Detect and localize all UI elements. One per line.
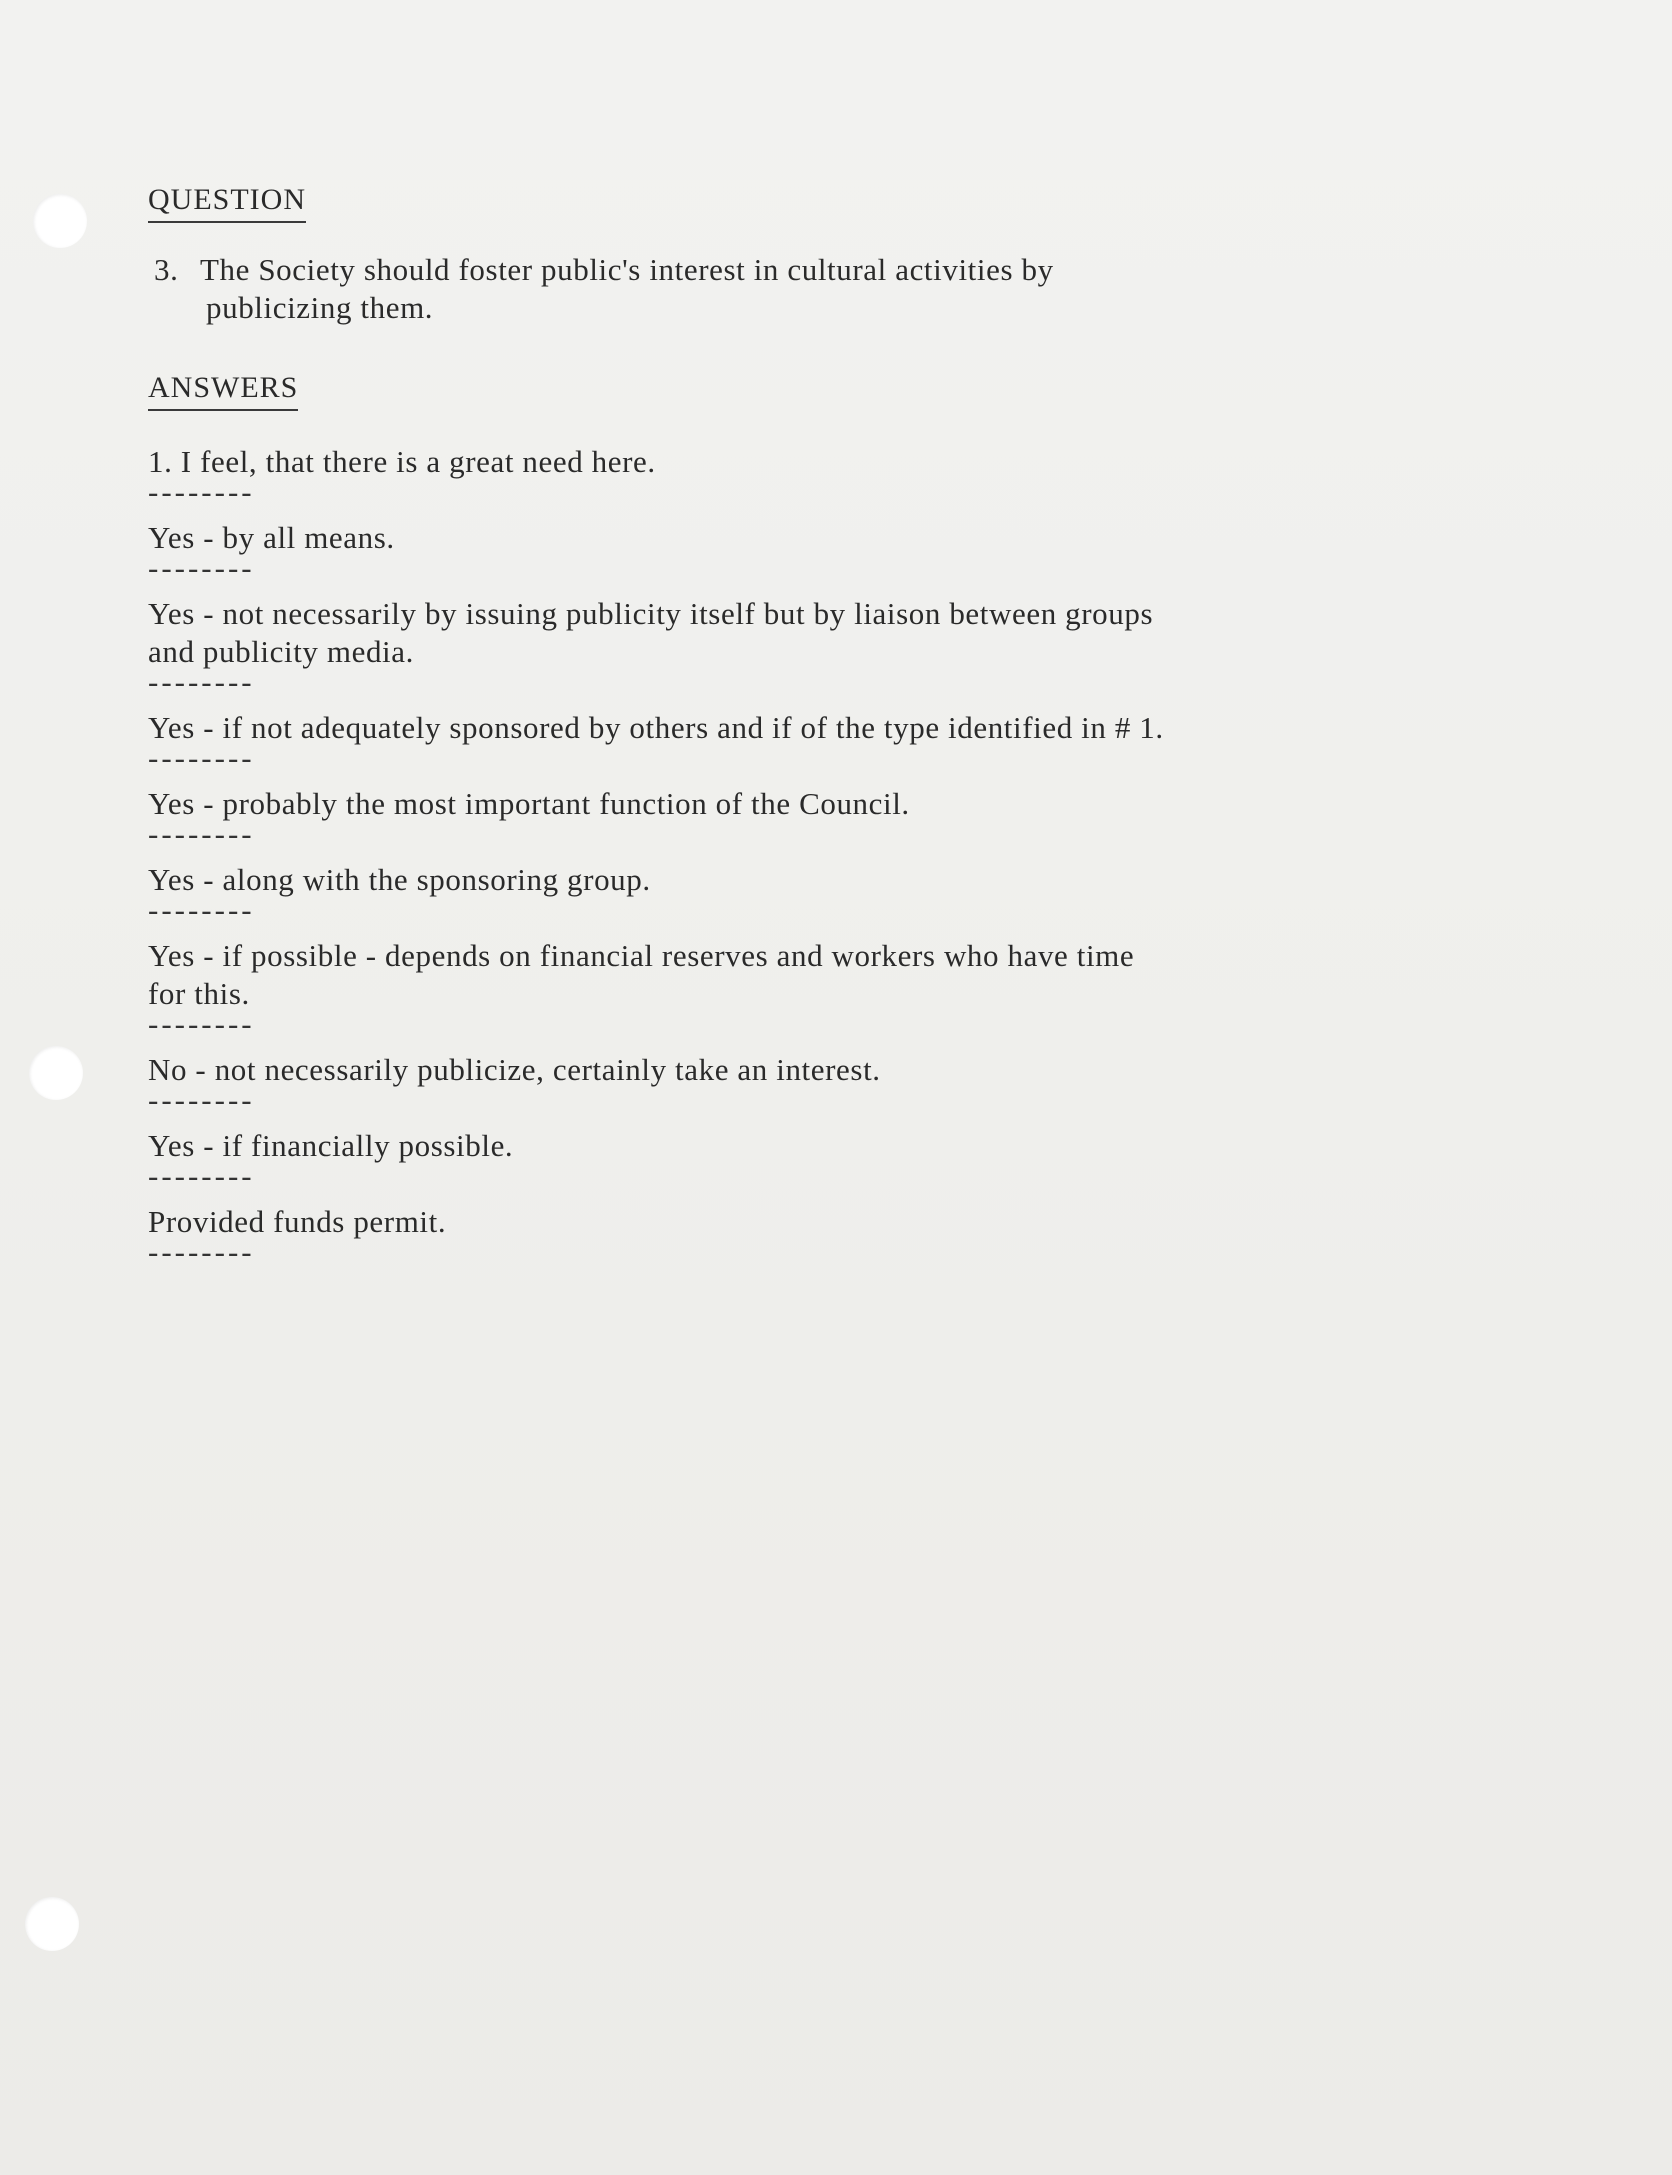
- answer-separator: --------: [148, 816, 255, 851]
- answer-separator: --------: [148, 1082, 255, 1117]
- answer-item: Yes - by all means.: [148, 520, 395, 555]
- answer-separator: --------: [148, 740, 255, 775]
- answer-separator: --------: [148, 892, 255, 927]
- question-number: 3.: [154, 252, 179, 287]
- answer-separator: --------: [148, 664, 255, 699]
- answer-item: 1. I feel, that there is a great need here.: [148, 444, 656, 479]
- question-text-line-1: The Society should foster public's interest in cultural activities by: [200, 252, 1054, 287]
- answer-item: Yes - along with the sponsoring group.: [148, 862, 651, 897]
- question-text: [148, 251, 1478, 327]
- answer-item: Provided funds permit.: [148, 1204, 447, 1239]
- answer-item: No - not necessarily publicize, certainly take an interest.: [148, 1052, 881, 1087]
- answer-separator: --------: [148, 550, 255, 585]
- question-heading: QUESTION: [148, 181, 306, 223]
- document-body: [148, 180, 1478, 1279]
- answer-item: Yes - if possible - depends on financial reserves and workers who have time for this.: [148, 938, 1135, 1011]
- punch-hole: [25, 1897, 79, 1951]
- punch-hole: [29, 1046, 83, 1100]
- punch-hole: [33, 194, 87, 248]
- question-line-1: [154, 251, 1478, 289]
- answer-separator: --------: [148, 1234, 255, 1269]
- answer-separator: --------: [148, 1006, 255, 1041]
- answer-item: Yes - probably the most important function of the Council.: [148, 786, 910, 821]
- answer-item: Yes - if not adequately sponsored by others and if of the type identified in # 1.: [148, 710, 1164, 745]
- answers-list: [148, 443, 1478, 1279]
- answers-heading: ANSWERS: [148, 369, 298, 411]
- answer-item: Yes - if financially possible.: [148, 1128, 514, 1163]
- answer-separator: --------: [148, 474, 255, 509]
- answer-separator: --------: [148, 1158, 255, 1193]
- answer-item: Yes - not necessarily by issuing publicity itself but by liaison between groups and publicity media.: [148, 596, 1154, 669]
- question-text-line-2: publicizing them.: [206, 290, 434, 325]
